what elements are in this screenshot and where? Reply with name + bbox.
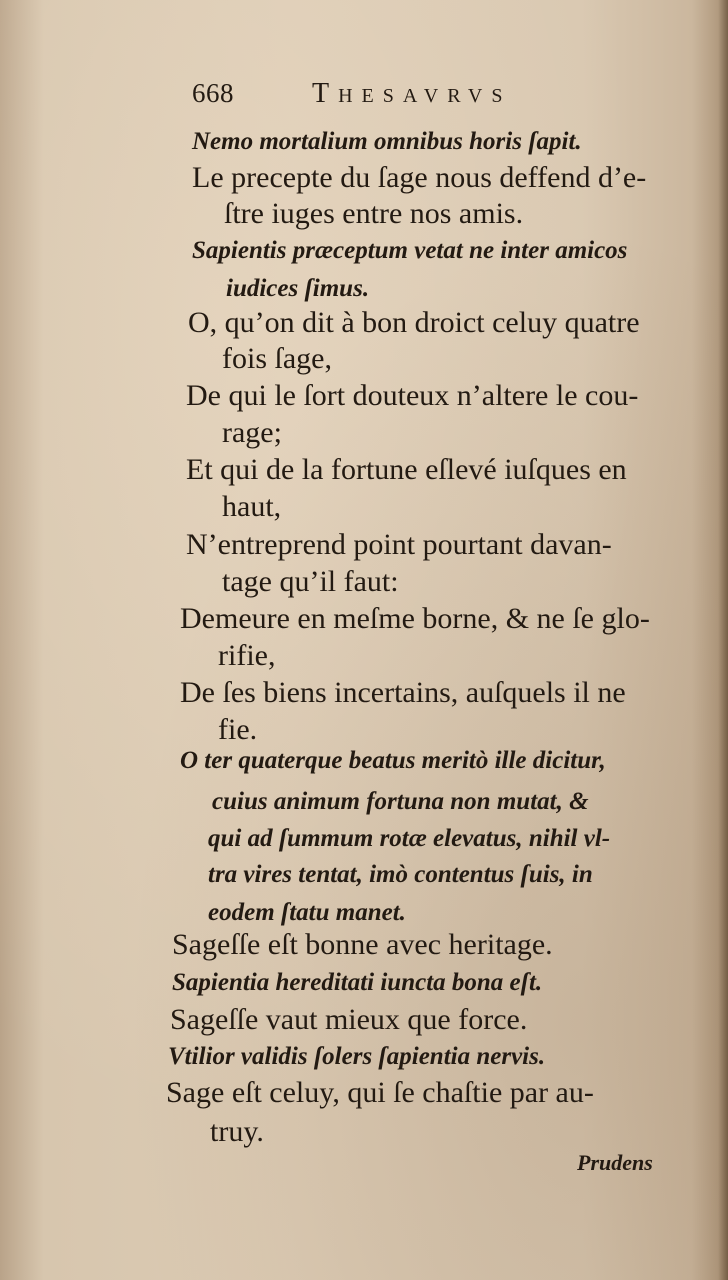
- text-line: haut,: [222, 490, 282, 523]
- text-line: Sageſſe eſt bonne avec heritage.: [172, 928, 553, 961]
- text-line: rifie,: [218, 639, 276, 672]
- page-edge-shadow: [718, 0, 728, 1280]
- text-line: iudices ſimus.: [226, 275, 370, 302]
- page-header: [192, 78, 632, 112]
- text-line: Vtilior validis ſolers ſapientia nervis.: [168, 1043, 546, 1070]
- page-number: 668: [192, 78, 234, 108]
- text-line: cuius animum fortuna non mutat, &: [212, 788, 589, 815]
- text-line: Demeure en meſme borne, & ne ſe glo-: [180, 602, 650, 635]
- text-line: fois ſage,: [222, 342, 332, 375]
- text-line: Sapientis præceptum vetat ne inter amicos: [192, 237, 628, 264]
- running-title: Thesavrvs: [312, 78, 512, 109]
- text-line: truy.: [210, 1115, 264, 1148]
- text-line: Le precepte du ſage nous deffend d’e-: [192, 161, 647, 194]
- text-line: De ſes biens incertains, auſquels il ne: [180, 676, 626, 709]
- text-line: rage;: [222, 416, 282, 449]
- text-line: fie.: [218, 713, 258, 746]
- text-line: Nemo mortalium omnibus horis ſapit.: [192, 128, 582, 155]
- text-line: O ter quaterque beatus meritò ille dicitur,: [180, 747, 606, 774]
- text-line: Sapientia hereditati iuncta bona eſt.: [172, 969, 543, 996]
- text-line: qui ad ſummum rotæ elevatus, nihil vl-: [208, 825, 611, 852]
- text-line: De qui le ſort douteux n’altere le cou-: [186, 379, 639, 412]
- text-line: Sage eſt celuy, qui ſe chaſtie par au-: [166, 1076, 594, 1109]
- text-line: ſtre iuges entre nos amis.: [224, 197, 524, 230]
- text-line: eodem ſtatu manet.: [208, 899, 406, 926]
- text-line: Et qui de la fortune eſlevé iuſques en: [186, 453, 627, 486]
- text-line: Sageſſe vaut mieux que force.: [170, 1003, 528, 1036]
- text-line: tra vires tentat, imò contentus ſuis, in: [208, 861, 593, 888]
- catchword: Prudens: [577, 1150, 653, 1175]
- text-line: O, qu’on dit à bon droict celuy quatre: [188, 306, 640, 339]
- text-line: N’entreprend point pourtant davan-: [186, 528, 612, 561]
- text-line: tage qu’il faut:: [222, 565, 399, 598]
